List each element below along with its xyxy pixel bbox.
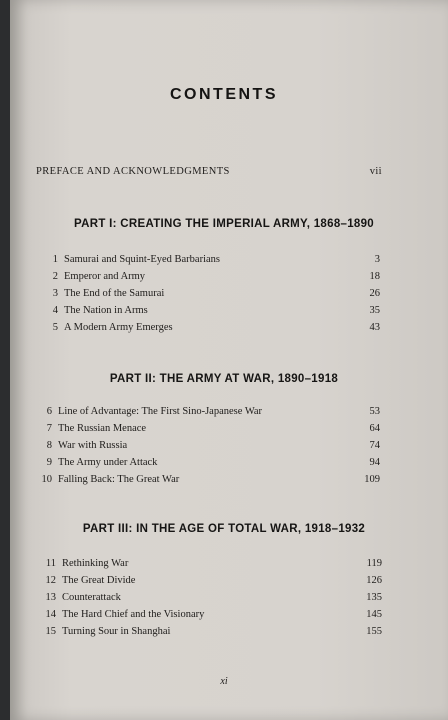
chapter-page: 43 (369, 322, 380, 333)
chapter-title: The Army under Attack (58, 457, 158, 468)
toc-entry-14 (38, 608, 382, 622)
chapter-number: 2 (52, 271, 58, 282)
toc-entry-15 (38, 625, 382, 639)
chapter-title: Counterattack (62, 592, 121, 603)
toc-entry-3 (40, 287, 380, 301)
toc-entry-2 (40, 270, 380, 284)
chapter-title: Emperor and Army (64, 271, 146, 282)
chapter-title: Falling Back: The Great War (58, 474, 180, 485)
chapter-page: 94 (369, 457, 380, 468)
chapter-number: 5 (52, 322, 58, 333)
chapter-number: 14 (45, 609, 56, 620)
chapter-page: 119 (366, 558, 382, 569)
chapter-page: 64 (369, 423, 380, 434)
chapter-title: The Great Divide (62, 575, 136, 586)
chapter-title: The Hard Chief and the Visionary (62, 609, 205, 620)
toc-entry-7 (34, 422, 380, 436)
chapter-number: 15 (45, 626, 56, 637)
part-1-heading: PART I: CREATING THE IMPERIAL ARMY, 1868–1890 (74, 218, 374, 230)
toc-entry-9 (34, 456, 380, 470)
chapter-number: 4 (52, 305, 58, 316)
chapter-page: 109 (364, 474, 380, 485)
chapter-number: 12 (45, 575, 56, 586)
toc-entry-10 (34, 473, 380, 487)
toc-entry-6 (34, 405, 380, 419)
preface-entry (36, 166, 382, 177)
preface-label: PREFACE AND ACKNOWLEDGMENTS (36, 166, 230, 177)
toc-entry-1 (40, 253, 380, 267)
chapter-number: 11 (45, 558, 56, 569)
chapter-title: Rethinking War (62, 558, 129, 569)
page-number-footer: xi (220, 676, 228, 687)
chapter-number: 10 (41, 474, 52, 485)
toc-entry-12 (38, 574, 382, 588)
chapter-title: Samurai and Squint-Eyed Barbarians (64, 254, 221, 265)
toc-entry-13 (38, 591, 382, 605)
chapter-title: A Modern Army Emerges (64, 322, 173, 333)
chapter-number: 6 (46, 406, 52, 417)
chapter-page: 74 (369, 440, 380, 451)
chapter-number: 13 (45, 592, 56, 603)
chapter-page: 155 (366, 626, 382, 637)
chapter-title: The Russian Menace (58, 423, 147, 434)
toc-entry-11 (38, 557, 382, 571)
part-2-heading: PART II: THE ARMY AT WAR, 1890–1918 (109, 373, 339, 385)
part-3-heading: PART III: IN THE AGE OF TOTAL WAR, 1918–1932 (82, 523, 366, 535)
chapter-title: War with Russia (58, 440, 128, 451)
page-title: CONTENTS (170, 86, 278, 103)
chapter-title: Line of Advantage: The First Sino-Japanese War (58, 406, 263, 417)
chapter-page: 18 (369, 271, 380, 282)
preface-page: vii (369, 166, 382, 177)
chapter-number: 3 (52, 288, 58, 299)
chapter-page: 3 (374, 254, 380, 265)
chapter-number: 1 (52, 254, 58, 265)
chapter-page: 145 (366, 609, 382, 620)
chapter-page: 26 (369, 288, 380, 299)
chapter-number: 9 (46, 457, 52, 468)
toc-entry-5 (40, 321, 380, 335)
chapter-title: The Nation in Arms (64, 305, 148, 316)
chapter-title: Turning Sour in Shanghai (62, 626, 171, 637)
chapter-number: 8 (46, 440, 52, 451)
toc-entry-4 (40, 304, 380, 318)
chapter-page: 126 (366, 575, 382, 586)
chapter-page: 53 (369, 406, 380, 417)
toc-entry-8 (34, 439, 380, 453)
chapter-page: 135 (366, 592, 382, 603)
chapter-number: 7 (46, 423, 52, 434)
chapter-page: 35 (369, 305, 380, 316)
chapter-title: The End of the Samurai (64, 288, 165, 299)
